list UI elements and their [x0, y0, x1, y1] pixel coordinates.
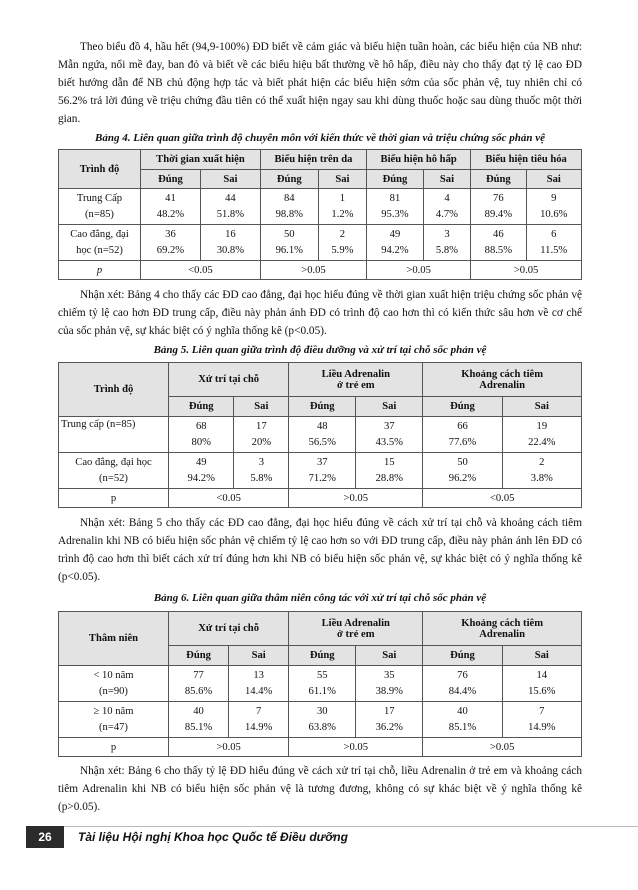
data-cell: 48 56.5%: [289, 417, 356, 453]
p-label: p: [59, 738, 169, 757]
table4-sub-header: Đúng: [260, 170, 318, 189]
table6-sub-header: Đúng: [169, 646, 229, 666]
data-cell: 55 61.1%: [289, 666, 356, 702]
table5-body: [59, 417, 582, 489]
table4-group-header: Biểu hiện trên da: [260, 150, 366, 170]
table4-sub-header: Sai: [200, 170, 260, 189]
table5-p-row: [59, 489, 582, 508]
data-cell: 49 94.2%: [169, 453, 234, 489]
table6-row-header: Thâm niên: [59, 612, 169, 666]
table4-group-header: Biểu hiện tiêu hóa: [471, 150, 582, 170]
intro-paragraph: Theo biểu đồ 4, hầu hết (94,9-100%) ĐD biết về cảm giác và biểu hiện tuần hoàn, các biểu hiện của NB như: Mẫn ngứa, nổi mề đay, ban đỏ và biết về các biểu hiệu bất thường về hô hấp, điều này cho thấy đạt tỷ lệ cao ĐD biết hướng dẫn để NB chủ động hợp tác và biết phát hiện các biểu hiện sớm của sốc phản vệ, tuy nhiên chỉ có 56.2% trả lời đúng về triệu chứng đầu tiên có thể xuất hiện ngay sau khi dùng thuốc hoặc sau dùng thuốc một thời gian.: [58, 41, 582, 125]
data-cell: 17 36.2%: [356, 702, 423, 738]
table5: [58, 362, 582, 508]
table6-body: [59, 666, 582, 738]
table5-sub-header: Đúng: [169, 397, 234, 417]
table5-sub-header: Sai: [356, 397, 423, 417]
data-cell: 41 48.2%: [141, 189, 201, 225]
data-cell: 76 89.4%: [471, 189, 526, 225]
table-row: [59, 189, 582, 225]
table-row: [59, 453, 582, 489]
table4-group-header: Biểu hiện hô hấp: [367, 150, 471, 170]
table4-row-header: Trình độ: [59, 150, 141, 189]
data-cell: 77 85.6%: [169, 666, 229, 702]
data-cell: 46 88.5%: [471, 225, 526, 261]
row-label: Cao đẳng, đại học (n=52): [59, 225, 141, 261]
table6-caption: Bảng 6. Liên quan giữa thâm niên công tác với xử trí tại chỗ sốc phản vệ: [153, 592, 487, 604]
row-label: ≥ 10 năm (n=47): [59, 702, 169, 738]
data-cell: 1 1.2%: [318, 189, 366, 225]
table6-comment: Nhận xét: Bảng 6 cho thấy tỷ lệ ĐD hiểu đúng về cách xử trí tại chỗ, liều Adrenalin ở trẻ em và khoảng cách tiêm Adrenalin khi NB có biểu hiện sốc phản vệ là tương đương, không có sự khác biệt về ý nghĩa thống kê (p>0.05).: [58, 765, 582, 813]
table4-sub-header: Sai: [423, 170, 470, 189]
page-footer: [0, 826, 638, 848]
p-label: p: [59, 261, 141, 280]
table4-body: [59, 189, 582, 261]
table6-group-header: Khoảng cách tiêm Adrenalin: [423, 612, 582, 646]
p-value: >0.05: [367, 261, 471, 280]
page-content: [58, 38, 582, 816]
data-cell: 40 85.1%: [423, 702, 502, 738]
footer-title: Tài liệu Hội nghị Khoa học Quốc tế Điều dưỡng: [78, 830, 348, 844]
data-cell: 15 28.8%: [356, 453, 423, 489]
data-cell: 19 22.4%: [502, 417, 581, 453]
table4-sub-header: Sai: [526, 170, 581, 189]
data-cell: 2 5.9%: [318, 225, 366, 261]
data-cell: 50 96.1%: [260, 225, 318, 261]
data-cell: 35 38.9%: [356, 666, 423, 702]
p-value: >0.05: [471, 261, 582, 280]
data-cell: 44 51.8%: [200, 189, 260, 225]
data-cell: 3 5.8%: [423, 225, 470, 261]
table4-caption: Bảng 4. Liên quan giữa trình độ chuyên môn với kiến thức về thời gian và triệu chứng sốc phản vệ: [95, 132, 545, 144]
table-row: [59, 702, 582, 738]
p-value: <0.05: [169, 489, 289, 508]
p-value: >0.05: [423, 738, 582, 757]
table6-sub-header: Đúng: [289, 646, 356, 666]
table5-sub-header: Đúng: [423, 397, 502, 417]
p-value: >0.05: [289, 738, 423, 757]
data-cell: 36 69.2%: [141, 225, 201, 261]
table5-sub-header: Đúng: [289, 397, 356, 417]
data-cell: 9 10.6%: [526, 189, 581, 225]
table5-row-header: Trình độ: [59, 363, 169, 417]
data-cell: 81 95.3%: [367, 189, 424, 225]
table-row: [59, 666, 582, 702]
table4-sub-header: Đúng: [367, 170, 424, 189]
table6-sub-header: Sai: [356, 646, 423, 666]
table4-sub-header: Đúng: [471, 170, 526, 189]
table6-sub-header: Đúng: [423, 646, 502, 666]
row-label: Trung cấp (n=85): [59, 417, 169, 453]
data-cell: 50 96.2%: [423, 453, 502, 489]
data-cell: 84 98.8%: [260, 189, 318, 225]
data-cell: 37 71.2%: [289, 453, 356, 489]
table6: [58, 611, 582, 757]
table5-group-header: Xử trí tại chỗ: [169, 363, 289, 397]
row-label: Trung Cấp (n=85): [59, 189, 141, 225]
data-cell: 7 14.9%: [229, 702, 289, 738]
table4-sub-header: Sai: [318, 170, 366, 189]
data-cell: 68 80%: [169, 417, 234, 453]
p-value: >0.05: [169, 738, 289, 757]
p-value: <0.05: [141, 261, 261, 280]
table4: [58, 149, 582, 280]
data-cell: 17 20%: [234, 417, 289, 453]
table5-group-header: Khoảng cách tiêm Adrenalin: [423, 363, 582, 397]
table5-comment: Nhận xét: Bảng 5 cho thấy các ĐD cao đẳng, đại học hiểu đúng về cách xử trí tại chỗ và khoảng cách tiêm Adrenalin khi NB có biểu hiện sốc phản vệ chiếm tỷ lệ cao hơn so với ĐD trung cấp, điều này phản ánh lên ĐD có trình độ cao hơn thì biết cách xử trí đúng hơn khi NB có biểu hiện sốc phản vệ, sự khác biệt có ý nghĩa thống kê (p<0.05).: [58, 517, 582, 583]
table-row: [59, 225, 582, 261]
data-cell: 76 84.4%: [423, 666, 502, 702]
table4-p-row: [59, 261, 582, 280]
data-cell: 16 30.8%: [200, 225, 260, 261]
p-label: p: [59, 489, 169, 508]
data-cell: 4 4.7%: [423, 189, 470, 225]
data-cell: 7 14.9%: [502, 702, 581, 738]
table6-sub-header: Sai: [229, 646, 289, 666]
data-cell: 30 63.8%: [289, 702, 356, 738]
data-cell: 49 94.2%: [367, 225, 424, 261]
data-cell: 66 77.6%: [423, 417, 502, 453]
p-value: >0.05: [289, 489, 423, 508]
p-value: <0.05: [423, 489, 582, 508]
table6-sub-header: Sai: [502, 646, 581, 666]
data-cell: 14 15.6%: [502, 666, 581, 702]
row-label: Cao đẳng, đại học (n=52): [59, 453, 169, 489]
data-cell: 3 5.8%: [234, 453, 289, 489]
table5-group-header: Liều Adrenalin ở trẻ em: [289, 363, 423, 397]
data-cell: 6 11.5%: [526, 225, 581, 261]
data-cell: 37 43.5%: [356, 417, 423, 453]
data-cell: 13 14.4%: [229, 666, 289, 702]
table-row: [59, 417, 582, 453]
table4-comment: Nhận xét: Bảng 4 cho thấy các ĐD cao đẳng, đại học hiểu đúng về thời gian xuất hiện triệu chứng sốc phản vệ chiếm tỷ lệ cao hơn ĐD trung cấp, điều này phản ánh ĐD có trình độ cao hơn thì có kiến thức sâu hơn về cơ chế của sốc phản vệ, sự khác biệt có ý nghĩa thống kê (p<0.05).: [58, 289, 582, 337]
table6-group-header: Liều Adrenalin ở trẻ em: [289, 612, 423, 646]
table5-sub-header: Sai: [234, 397, 289, 417]
table4-group-header: Thời gian xuất hiện: [141, 150, 261, 170]
data-cell: 2 3.8%: [502, 453, 581, 489]
table5-caption: Bảng 5. Liên quan giữa trình độ điều dưỡng và xử trí tại chỗ sốc phản vệ: [153, 344, 487, 356]
data-cell: 40 85.1%: [169, 702, 229, 738]
row-label: < 10 năm (n=90): [59, 666, 169, 702]
table6-p-row: [59, 738, 582, 757]
table4-sub-header: Đúng: [141, 170, 201, 189]
table6-group-header: Xử trí tại chỗ: [169, 612, 289, 646]
table5-sub-header: Sai: [502, 397, 581, 417]
p-value: >0.05: [260, 261, 366, 280]
page-number: 26: [26, 826, 64, 848]
